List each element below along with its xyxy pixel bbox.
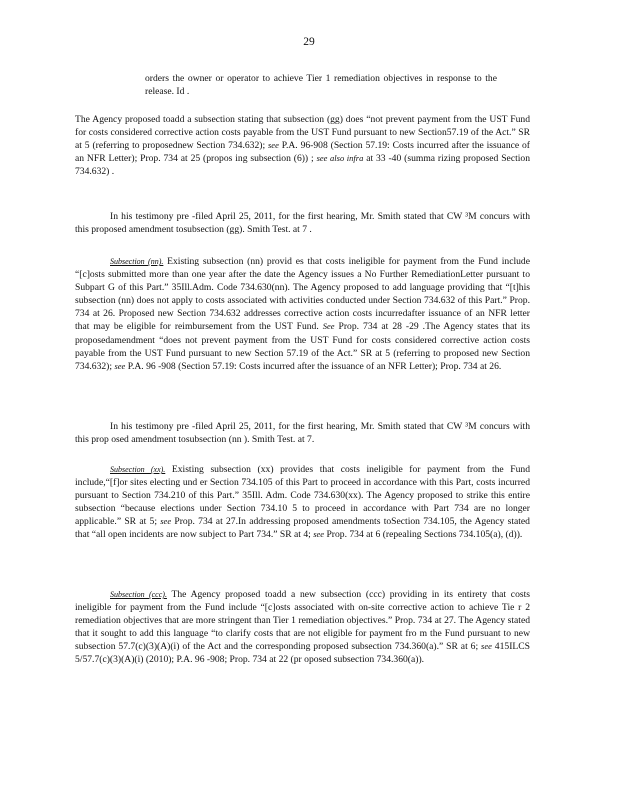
signal-see: see	[313, 529, 325, 540]
paragraph-subsection-nn	[75, 255, 530, 373]
text: The Agency proposed toadd a subsection stating that subsection (gg) does “not prevent payment from the UST Fund for costs considered corrective action costs payable from the UST Fund pursuant to new Section57.19 of the Act.” SR at 5 (referring to proposednew Section 734.632);	[75, 114, 530, 152]
paragraph-gg-testimony	[75, 210, 530, 236]
text: In his testimony pre -filed April 25, 2011, for the first hearing, Mr. Smith stated that CW ³M concurs with this proposed amendment tosubsection (gg). Smith Test. at 7 .	[75, 211, 530, 236]
text: Prop. 734 at 6 (repealing Sections 734.105(a), (d)).	[324, 529, 523, 541]
text: The Agency proposed toadd a new subsection (ccc) providing in its entirety that costs ineligible for payment from the Fund include “[c]osts associated with on-site corrective action to achieve Tie r 2 remediation objectives that are more stringent than Tier 1 remediation objectives.” Prop. 734 at 27. The Agency stated that it sought to add this language “to clarify costs that are not eligible for payment fro m the Fund pursuant to new subsection 57.7(c)(3)(A)(i) of the Act and the corresponding proposed subsection 734.360(a).” SR at 6;	[75, 589, 530, 653]
paragraph-gg-proposal	[75, 113, 530, 178]
paragraph-subsection-ccc	[75, 588, 530, 667]
paragraph-nn-testimony	[75, 420, 530, 446]
signal-see: see	[481, 641, 492, 652]
subsection-heading: Subsection (nn).	[110, 257, 164, 266]
text: Prop. 734 at 27.In addressing proposed amendments toSection 734.105, the Agency stated that “all open incidents are now subject to Part 734.” SR at 4;	[75, 516, 530, 541]
paragraph-subsection-xx	[75, 463, 530, 542]
signal-see: see	[267, 140, 279, 151]
signal-see: See	[322, 321, 335, 332]
text: 415ILCS 5/57.7(c)(3)(A)(i) (2010); P.A. 96 -908; Prop. 734 at 22 (pr oposed subsection 734.360(a)).	[75, 641, 530, 666]
text: Existing subsection (nn) provid es that costs ineligible for payment from the Fund include “[c]osts submitted more than one year after the date the Agency issues a No Further RemediationLetter pursuant to Subpart G of this Part.” 35Ill.Adm. Code 734.630(nn). The Agency proposed to add language providing that “[t]his subsection (nn) does not apply to costs associated with activities conducted under Section 734.632 of this Part.” Prop. 734 at 26. Proposed new Section 734.632 addresses corrective action costs incurredafter issuance of an NFR letter that may be eligible for reimbursement from the UST Fund.	[75, 256, 530, 333]
text: P.A. 96-908 (Section 57.19: Costs incurred after the issuance of an NFR Letter); Prop. 734 at 25 (propos ing subsection (6)) ;	[75, 140, 530, 165]
text: P.A. 96 -908 (Section 57.19: Costs incurred after the issuance of an NFR Letter); Prop. 734 at 26.	[125, 360, 502, 372]
signal-see: see	[160, 516, 172, 527]
signal-see-also: see also infra	[316, 153, 364, 164]
text: In his testimony pre -filed April 25, 2011, for the first hearing, Mr. Smith stated that CW ³M concurs with this prop osed amendment tosubsection (nn ). Smith Test. at 7.	[75, 421, 530, 446]
signal-see: see	[114, 360, 126, 371]
page-number: 29	[303, 36, 315, 48]
quote-text: orders the owner or operator to achieve Tier 1 remediation objectives in response to the release. Id .	[145, 73, 497, 98]
subsection-heading: Subsection (xx).	[110, 465, 166, 474]
subsection-heading: Subsection (ccc).	[110, 590, 167, 599]
text: Prop. 734 at 28 -29 .The Agency states that its proposedamendment “does not prevent payment from the UST Fund for costs considered corrective action costs payable from the UST Fund pursuant to new Section 57.19 of the Act.” SR at 5 (referring to proposed new Section 734.632);	[75, 321, 530, 372]
text: at 33 -40 (summa rizing proposed Section 734.632) .	[75, 153, 530, 178]
quote-block	[145, 72, 497, 98]
text: Existing subsection (xx) provides that costs ineligible for payment from the Fund include,“[f]or sites electing und er Section 734.105 of this Part to proceed in accordance with this Part, costs incurred pursuant to Section 734.210 of this Part.” 35Ill. Adm. Code 734.630(xx). The Agency proposed to strike this entire subsection “because elections under Section 734.10 5 to proceed in accordance with Part 734 are no longer applicable.” SR at 5;	[75, 464, 530, 528]
